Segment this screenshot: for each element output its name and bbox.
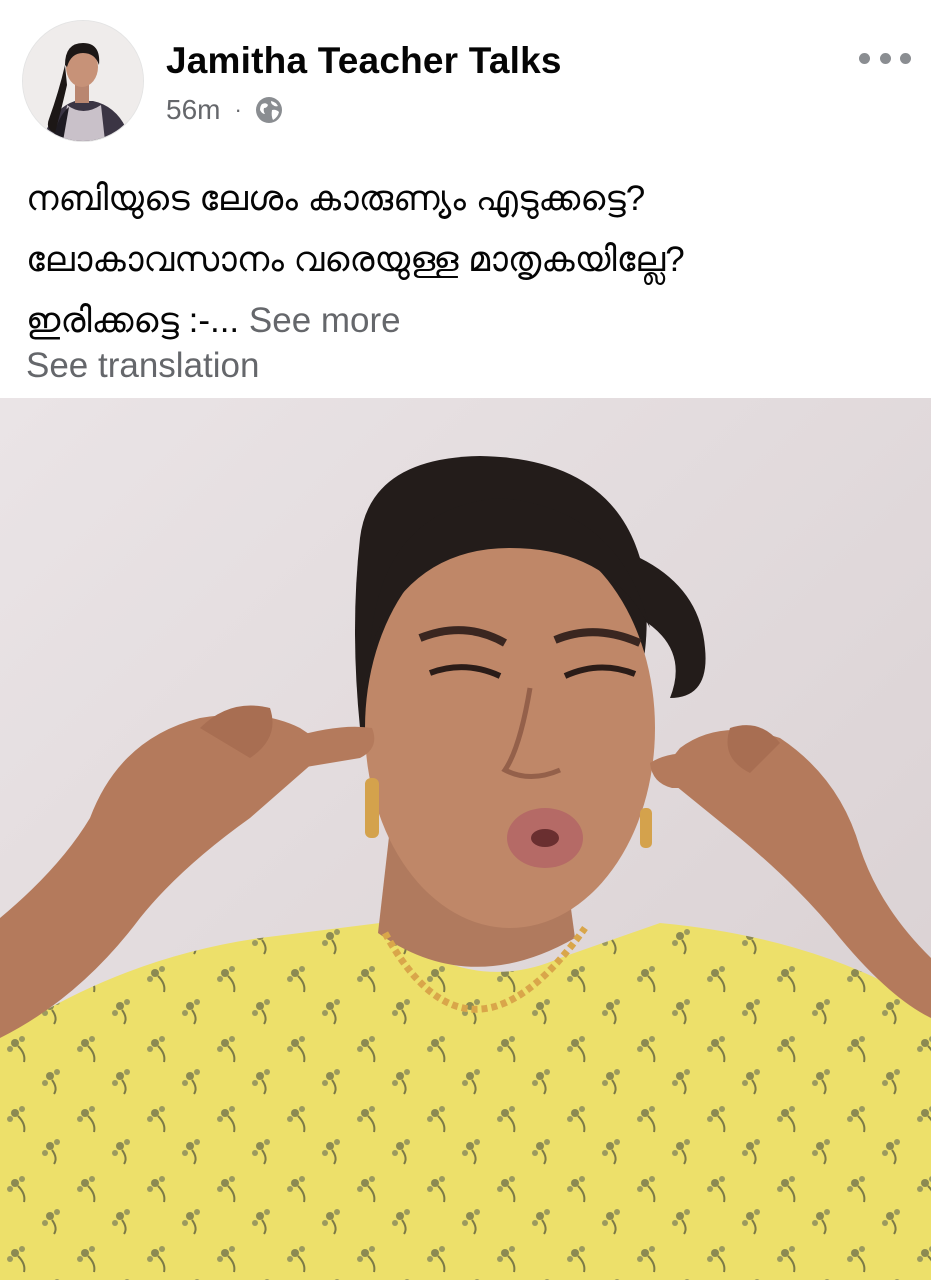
more-dot [859, 53, 870, 64]
caption-line: ലോകാവസാനം വരെയുള്ള മാതൃകയില്ലേ? [26, 240, 685, 279]
author-avatar[interactable] [22, 20, 144, 142]
post-media[interactable] [0, 398, 931, 1280]
see-translation-link[interactable]: See translation [26, 346, 260, 385]
caption-line-last [26, 290, 906, 351]
see-more-link[interactable]: See more [248, 301, 401, 340]
post-caption [26, 168, 906, 351]
caption-line-text: ഇരിക്കട്ടെ :-... [26, 301, 240, 340]
author-name[interactable]: Jamitha Teacher Talks [166, 40, 562, 81]
more-dot [880, 53, 891, 64]
post-timestamp[interactable]: 56m [166, 94, 221, 125]
more-dot [900, 53, 911, 64]
more-options-icon[interactable] [859, 44, 911, 72]
meta-separator: · [234, 97, 242, 122]
avatar-image [23, 21, 143, 141]
caption-line: നബിയുടെ ലേശം കാരുണ്യം എടുക്കട്ടെ? [26, 179, 646, 218]
post-meta [166, 92, 284, 128]
media-image [0, 398, 931, 1280]
globe-icon [254, 95, 284, 125]
